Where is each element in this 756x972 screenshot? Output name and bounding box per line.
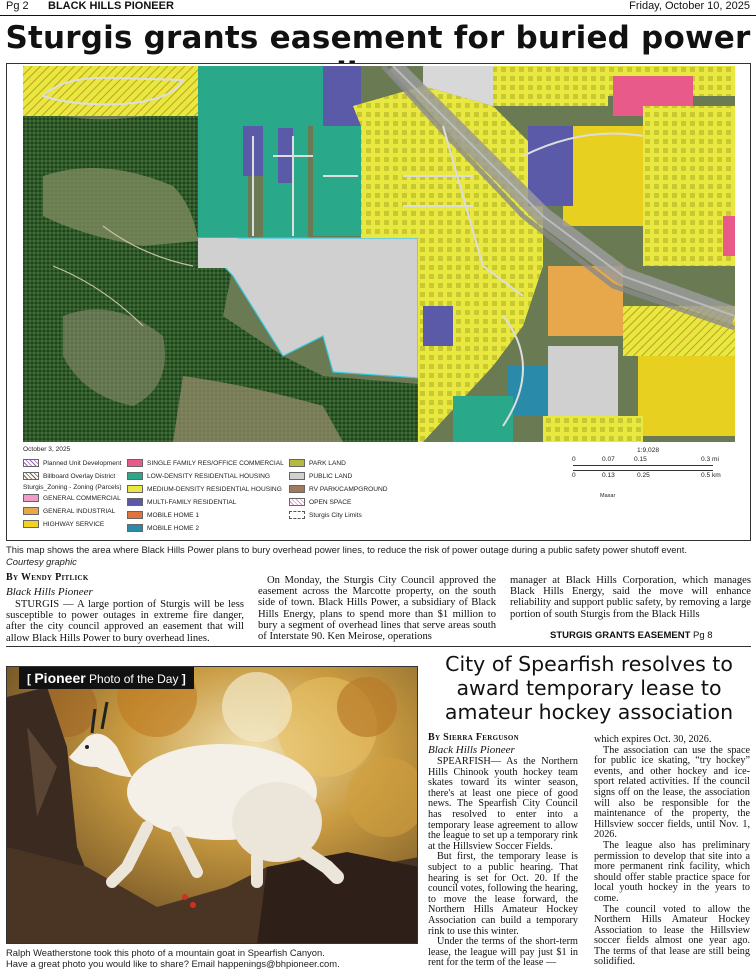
scale-bar [573, 465, 713, 466]
story1-jump[interactable] [550, 630, 713, 641]
legend-label: GENERAL INDUSTRIAL [43, 508, 116, 515]
scale-tick: 0 [572, 456, 576, 463]
legend-label: Billboard Overlay District [43, 473, 116, 480]
paper-name: BLACK HILLS PIONEER [48, 0, 174, 12]
scale-tick: 0.15 [634, 456, 647, 463]
aerial-zoning-map [23, 66, 735, 442]
scale-tick: 0.25 [637, 472, 650, 479]
story1-col2 [258, 575, 496, 642]
map-caption: This map shows the area where Black Hills Power plans to bury overhead power lines, to reduce the risk of power outage during a public safety power shutoff event. [6, 544, 687, 555]
story2-headline: City of Spearfish resolves to award temporary lease to amateur hockey association [444, 652, 734, 724]
legend-swatch [23, 494, 39, 502]
legend-label: MEDIUM-DENSITY RESIDENTIAL HOUSING [147, 486, 282, 493]
legend-swatch [127, 459, 143, 467]
legend-label: HIGHWAY SERVICE [43, 521, 105, 528]
story2-byline: By Sierra Ferguson [428, 732, 519, 743]
story1-org: Black Hills Pioneer [6, 586, 93, 598]
map-scale: 1:9,028 [637, 447, 659, 454]
legend-label: MOBILE HOME 2 [147, 525, 200, 532]
badge-bold: Pioneer [34, 670, 86, 686]
legend-swatch [289, 498, 305, 506]
legend-label: OPEN SPACE [309, 499, 352, 506]
scale-tick: 0.3 mi [701, 456, 719, 463]
legend-label: PUBLIC LAND [309, 473, 353, 480]
legend-label: MOBILE HOME 1 [147, 512, 200, 519]
legend-swatch [289, 511, 305, 519]
scale-tick: 0.07 [602, 456, 615, 463]
mountain-goat-photo [7, 667, 418, 944]
paragraph: But first, the temporary lease is subject to a public hearing. That hearing is set for Oct. 20. If the council votes, following the hearing, to move the lease forward, the Northern Hills Amateur Hockey Association can build a temporary rink to use this winter. [428, 851, 578, 937]
legend-label: Sturgis City Limits [309, 512, 362, 519]
photo-caption-1: Ralph Weatherstone took this photo of a mountain goat in Spearfish Canyon. [6, 947, 325, 958]
photo-of-the-day [6, 666, 418, 944]
story2-col1 [428, 757, 578, 969]
scale-tick: 0.13 [602, 472, 615, 479]
paragraph: The council voted to allow the Northern Hills Amateur Hockey Association to lease the Hillsview soccer fields almost one year ago. The terms of that lease are still being solidified. [594, 903, 750, 968]
paragraph: SPEARFISH— As the Northern Hills Chinook youth hockey team skates toward its winter season, there's at least one piece of good news. The Spearfish City Council has resolved to enter into a temporary lease agreement to allow the league to set up a temporary rink at the Hillsview Soccer Fields. [428, 756, 578, 852]
paragraph: Under the terms of the short-term lease, the league will pay just $1 in rent for the term of the lease — [428, 936, 578, 969]
badge-rest: Photo of the Day [89, 672, 179, 686]
jump-label: STURGIS GRANTS EASEMENT [550, 630, 691, 641]
main-headline: Sturgis grants easement for buried power [5, 20, 751, 56]
story2-org: Black Hills Pioneer [428, 744, 515, 756]
legend-label: Sturgis_Zoning - Zoning (Parcels) [23, 484, 122, 491]
paragraph: STURGIS — A large portion of Sturgis will be less susceptible to power outages in extreme fire danger, after the city council approved an easement that will allow Black Hills Power to bury overhead lines. [6, 599, 244, 644]
photo-caption-2: Have a great photo you would like to share? Email happenings@bhpioneer.com. [6, 958, 340, 969]
legend-swatch [23, 507, 39, 515]
legend-label: Planned Unit Development [43, 460, 122, 467]
legend-swatch [23, 472, 39, 480]
map-date: October 3, 2025 [23, 446, 71, 453]
legend-swatch [127, 511, 143, 519]
legend-swatch [23, 459, 39, 467]
map-credit: Maxar [600, 493, 616, 499]
legend-swatch [127, 472, 143, 480]
story2-col2 [594, 735, 750, 968]
scale-tick: 0.5 km [701, 472, 721, 479]
legend-swatch [289, 485, 305, 493]
legend-label: RV PARK/CAMPGROUND [309, 486, 388, 493]
legend-label: LOW-DENSITY RESIDENTIAL HOUSING [147, 473, 270, 480]
paragraph: The association can use the space for public ice skating, “try hockey” events, and other hockey and ice-sport related activities. If the council signs off on the lease, the association will also be responsible for the maintenance of the property, the Hillsview soccer fields, until Nov. 1, 2026. [594, 744, 750, 841]
legend-swatch [23, 520, 39, 528]
map-credit-line: Courtesy graphic [6, 556, 77, 567]
paragraph: The league also has preliminary permission to develop that site into a more permanent rink facility, which should offer stable practice space for local youth hockey in the years to come. [594, 839, 750, 904]
legend-swatch [289, 459, 305, 467]
paragraph: manager at Black Hills Corporation, which manages Black Hills Energy, said the move will enhance reliability and support public safety, by removing a large portion of south Sturgis from the Black Hills [510, 575, 751, 620]
legend-label: GENERAL COMMERCIAL [43, 495, 121, 502]
paragraph: which expires Oct. 30, 2026. [594, 734, 712, 745]
story1-col1 [6, 599, 244, 644]
section-rule [6, 646, 751, 647]
page-number: Pg 2 [6, 0, 29, 12]
zoning-map-image [23, 66, 735, 442]
zoning-map-figure [6, 63, 751, 541]
paragraph: On Monday, the Sturgis City Council approved the easement across the Marcotte property, on the south side of town. Black Hills Power, a subsidiary of Black Hills Energy, plans to spend more than $1 million to bury a segment of overhead lines that serve areas south of Interstate 90. Ken Meirose, operations [258, 575, 496, 643]
masthead [0, 0, 756, 16]
issue-date: Friday, October 10, 2025 [629, 0, 750, 12]
legend-label: PARK LAND [309, 460, 346, 467]
story1-col3 [510, 575, 751, 620]
legend-label: MULTI-FAMILY RESIDENTIAL [147, 499, 237, 506]
legend-label: SINGLE FAMILY RES/OFFICE COMMERCIAL [147, 460, 284, 467]
legend-swatch [127, 498, 143, 506]
legend-swatch [127, 485, 143, 493]
scale-tick: 0 [572, 472, 576, 479]
scale-bar [573, 470, 713, 471]
legend-swatch [127, 524, 143, 532]
photo-badge: [ Pioneer Photo of the Day ] [19, 667, 194, 689]
jump-page: Pg 8 [693, 630, 713, 641]
legend-swatch [289, 472, 305, 480]
story1-byline: By Wendy Pitlick [6, 572, 89, 583]
